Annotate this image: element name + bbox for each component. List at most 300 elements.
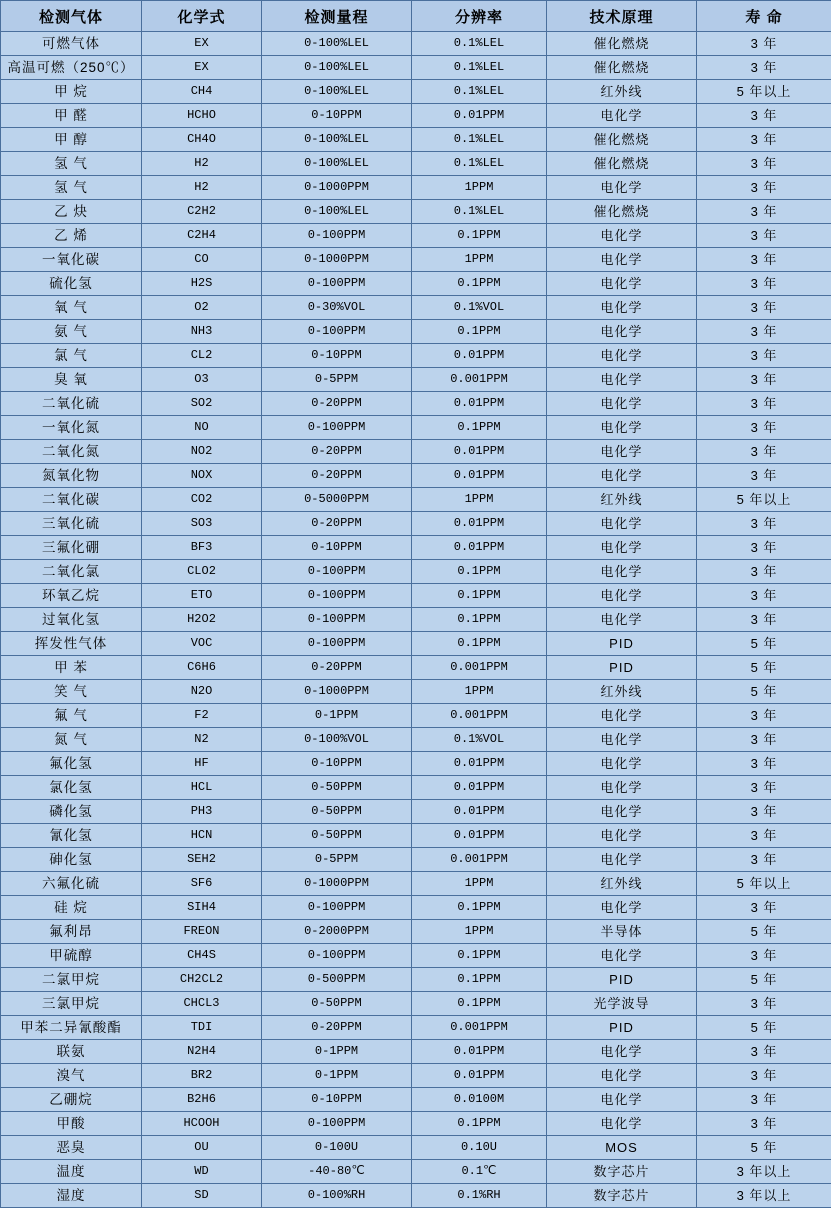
cell-resolution: 0.1PPM (412, 416, 547, 440)
cell-technology: 光学波导 (547, 992, 697, 1016)
table-row (1, 536, 831, 560)
cell-range: 0-20PPM (262, 512, 412, 536)
cell-range: 0-20PPM (262, 392, 412, 416)
cell-formula: TDI (142, 1016, 262, 1040)
cell-technology: 电化学 (547, 512, 697, 536)
cell-resolution: 0.1PPM (412, 1112, 547, 1136)
cell-technology: 数字芯片 (547, 1160, 697, 1184)
cell-range: 0-5PPM (262, 848, 412, 872)
cell-range: 0-1PPM (262, 1064, 412, 1088)
table-row (1, 1016, 831, 1040)
cell-formula: HF (142, 752, 262, 776)
cell-gas: 挥发性气体 (1, 632, 142, 656)
cell-formula: N2H4 (142, 1040, 262, 1064)
table-row (1, 1064, 831, 1088)
cell-range: 0-100PPM (262, 224, 412, 248)
cell-formula: CL2 (142, 344, 262, 368)
cell-range: 0-100%VOL (262, 728, 412, 752)
cell-gas: 温度 (1, 1160, 142, 1184)
cell-technology: MOS (547, 1136, 697, 1160)
cell-lifetime: 3 年 (697, 56, 831, 80)
cell-resolution: 0.01PPM (412, 752, 547, 776)
cell-technology: 电化学 (547, 320, 697, 344)
cell-gas: 磷化氢 (1, 800, 142, 824)
cell-lifetime: 3 年 (697, 896, 831, 920)
cell-technology: 电化学 (547, 752, 697, 776)
cell-resolution: 0.1%LEL (412, 80, 547, 104)
table-row (1, 1160, 831, 1184)
cell-technology: 电化学 (547, 464, 697, 488)
cell-resolution: 0.1PPM (412, 896, 547, 920)
cell-lifetime: 3 年 (697, 992, 831, 1016)
cell-resolution: 0.01PPM (412, 1064, 547, 1088)
cell-resolution: 0.01PPM (412, 1040, 547, 1064)
cell-gas: 六氟化硫 (1, 872, 142, 896)
table-header (1, 1, 831, 32)
cell-formula: WD (142, 1160, 262, 1184)
cell-technology: 电化学 (547, 1088, 697, 1112)
table-row (1, 176, 831, 200)
cell-formula: H2O2 (142, 608, 262, 632)
cell-gas: 三氟化硼 (1, 536, 142, 560)
cell-formula: CO (142, 248, 262, 272)
cell-resolution: 0.1%LEL (412, 32, 547, 56)
table-row (1, 776, 831, 800)
cell-range: 0-100PPM (262, 1112, 412, 1136)
cell-formula: EX (142, 56, 262, 80)
table-row (1, 392, 831, 416)
cell-technology: 半导体 (547, 920, 697, 944)
table-row (1, 56, 831, 80)
cell-technology: 电化学 (547, 440, 697, 464)
cell-gas: 氢 气 (1, 152, 142, 176)
table-row (1, 512, 831, 536)
cell-formula: SO2 (142, 392, 262, 416)
cell-range: 0-1000PPM (262, 248, 412, 272)
table-row (1, 488, 831, 512)
cell-range: 0-1PPM (262, 704, 412, 728)
cell-gas: 砷化氢 (1, 848, 142, 872)
cell-range: 0-100PPM (262, 560, 412, 584)
cell-formula: C2H2 (142, 200, 262, 224)
cell-technology: 电化学 (547, 368, 697, 392)
table-row (1, 824, 831, 848)
cell-range: 0-10PPM (262, 104, 412, 128)
cell-lifetime: 5 年 (697, 1136, 831, 1160)
cell-resolution: 0.1%LEL (412, 152, 547, 176)
cell-gas: 一氧化碳 (1, 248, 142, 272)
cell-formula: VOC (142, 632, 262, 656)
cell-formula: B2H6 (142, 1088, 262, 1112)
cell-gas: 氯 气 (1, 344, 142, 368)
table-row (1, 632, 831, 656)
cell-technology: 电化学 (547, 344, 697, 368)
cell-gas: 环氧乙烷 (1, 584, 142, 608)
cell-formula: SD (142, 1184, 262, 1208)
cell-resolution: 0.1PPM (412, 224, 547, 248)
cell-technology: 电化学 (547, 104, 697, 128)
cell-gas: 氢 气 (1, 176, 142, 200)
column-header-range: 检测量程 (262, 1, 412, 32)
cell-technology: 电化学 (547, 848, 697, 872)
cell-technology: 电化学 (547, 704, 697, 728)
cell-resolution: 0.01PPM (412, 392, 547, 416)
cell-formula: NOX (142, 464, 262, 488)
cell-range: 0-100%LEL (262, 200, 412, 224)
cell-range: 0-50PPM (262, 800, 412, 824)
cell-lifetime: 5 年 (697, 632, 831, 656)
cell-lifetime: 3 年 (697, 608, 831, 632)
cell-technology: 电化学 (547, 392, 697, 416)
cell-gas: 湿度 (1, 1184, 142, 1208)
cell-technology: 催化燃烧 (547, 32, 697, 56)
cell-resolution: 0.1%RH (412, 1184, 547, 1208)
cell-gas: 硫化氢 (1, 272, 142, 296)
cell-range: 0-10PPM (262, 752, 412, 776)
table-row (1, 560, 831, 584)
cell-range: 0-1000PPM (262, 680, 412, 704)
cell-resolution: 0.1%LEL (412, 200, 547, 224)
table-row (1, 1136, 831, 1160)
cell-resolution: 0.1PPM (412, 272, 547, 296)
cell-technology: PID (547, 632, 697, 656)
cell-technology: 数字芯片 (547, 1184, 697, 1208)
cell-technology: 电化学 (547, 584, 697, 608)
cell-lifetime: 3 年 (697, 416, 831, 440)
cell-gas: 甲 醇 (1, 128, 142, 152)
cell-resolution: 1PPM (412, 176, 547, 200)
cell-gas: 三氧化硫 (1, 512, 142, 536)
cell-lifetime: 3 年 (697, 344, 831, 368)
cell-technology: 红外线 (547, 872, 697, 896)
cell-gas: 溴气 (1, 1064, 142, 1088)
cell-range: 0-5000PPM (262, 488, 412, 512)
cell-resolution: 0.1PPM (412, 320, 547, 344)
cell-resolution: 1PPM (412, 488, 547, 512)
table-header-row (1, 1, 831, 32)
table-row (1, 680, 831, 704)
cell-gas: 氧 气 (1, 296, 142, 320)
cell-formula: HCOOH (142, 1112, 262, 1136)
cell-resolution: 0.01PPM (412, 536, 547, 560)
cell-range: 0-100PPM (262, 320, 412, 344)
cell-resolution: 0.10U (412, 1136, 547, 1160)
cell-gas: 二氧化碳 (1, 488, 142, 512)
table-row (1, 704, 831, 728)
cell-lifetime: 3 年 (697, 824, 831, 848)
cell-formula: CLO2 (142, 560, 262, 584)
cell-range: 0-20PPM (262, 440, 412, 464)
cell-gas: 可燃气体 (1, 32, 142, 56)
cell-technology: 电化学 (547, 176, 697, 200)
cell-formula: EX (142, 32, 262, 56)
cell-range: 0-1000PPM (262, 176, 412, 200)
table-row (1, 1040, 831, 1064)
cell-lifetime: 3 年 (697, 536, 831, 560)
table-row (1, 752, 831, 776)
cell-gas: 高温可燃（250℃） (1, 56, 142, 80)
cell-resolution: 0.01PPM (412, 800, 547, 824)
table-row (1, 1112, 831, 1136)
table-row (1, 128, 831, 152)
cell-gas: 甲 烷 (1, 80, 142, 104)
cell-formula: N2 (142, 728, 262, 752)
cell-formula: SIH4 (142, 896, 262, 920)
table-row (1, 848, 831, 872)
cell-technology: 电化学 (547, 272, 697, 296)
cell-range: -40-80℃ (262, 1160, 412, 1184)
table-row (1, 992, 831, 1016)
cell-lifetime: 3 年 (697, 848, 831, 872)
table-row (1, 416, 831, 440)
cell-formula: CO2 (142, 488, 262, 512)
table-row (1, 152, 831, 176)
cell-range: 0-100PPM (262, 272, 412, 296)
cell-gas: 氟化氢 (1, 752, 142, 776)
cell-lifetime: 3 年 (697, 704, 831, 728)
column-header-resolution: 分辨率 (412, 1, 547, 32)
cell-gas: 甲酸 (1, 1112, 142, 1136)
cell-formula: C2H4 (142, 224, 262, 248)
cell-technology: 电化学 (547, 896, 697, 920)
cell-technology: 电化学 (547, 608, 697, 632)
cell-gas: 乙硼烷 (1, 1088, 142, 1112)
cell-technology: 电化学 (547, 536, 697, 560)
cell-technology: 电化学 (547, 944, 697, 968)
cell-resolution: 0.001PPM (412, 704, 547, 728)
cell-gas: 甲硫醇 (1, 944, 142, 968)
cell-lifetime: 5 年 (697, 680, 831, 704)
cell-gas: 甲 苯 (1, 656, 142, 680)
table-row (1, 440, 831, 464)
cell-lifetime: 5 年 (697, 920, 831, 944)
cell-lifetime: 3 年 (697, 1064, 831, 1088)
cell-lifetime: 3 年 (697, 104, 831, 128)
cell-gas: 甲苯二异氰酸酯 (1, 1016, 142, 1040)
cell-formula: N2O (142, 680, 262, 704)
table-row (1, 968, 831, 992)
cell-technology: PID (547, 1016, 697, 1040)
cell-lifetime: 5 年以上 (697, 488, 831, 512)
cell-lifetime: 5 年 (697, 656, 831, 680)
cell-formula: CH4S (142, 944, 262, 968)
cell-lifetime: 3 年以上 (697, 1160, 831, 1184)
cell-technology: 电化学 (547, 224, 697, 248)
cell-resolution: 0.01PPM (412, 104, 547, 128)
cell-lifetime: 3 年 (697, 584, 831, 608)
table-row (1, 608, 831, 632)
cell-lifetime: 3 年 (697, 728, 831, 752)
cell-gas: 恶臭 (1, 1136, 142, 1160)
table-row (1, 248, 831, 272)
cell-resolution: 1PPM (412, 920, 547, 944)
cell-lifetime: 3 年 (697, 200, 831, 224)
cell-formula: H2 (142, 176, 262, 200)
cell-lifetime: 3 年以上 (697, 1184, 831, 1208)
cell-range: 0-100PPM (262, 632, 412, 656)
cell-gas: 氟利昂 (1, 920, 142, 944)
column-header-technology: 技术原理 (547, 1, 697, 32)
cell-gas: 氰化氢 (1, 824, 142, 848)
cell-resolution: 0.001PPM (412, 1016, 547, 1040)
cell-lifetime: 5 年以上 (697, 872, 831, 896)
cell-lifetime: 3 年 (697, 248, 831, 272)
cell-lifetime: 3 年 (697, 464, 831, 488)
cell-technology: 电化学 (547, 560, 697, 584)
cell-range: 0-500PPM (262, 968, 412, 992)
cell-gas: 联氨 (1, 1040, 142, 1064)
cell-technology: 催化燃烧 (547, 200, 697, 224)
cell-formula: NO (142, 416, 262, 440)
cell-gas: 硅 烷 (1, 896, 142, 920)
cell-range: 0-1000PPM (262, 872, 412, 896)
cell-resolution: 0.1PPM (412, 584, 547, 608)
table-row (1, 200, 831, 224)
cell-formula: PH3 (142, 800, 262, 824)
cell-lifetime: 3 年 (697, 800, 831, 824)
cell-formula: SO3 (142, 512, 262, 536)
cell-lifetime: 5 年 (697, 968, 831, 992)
cell-formula: O2 (142, 296, 262, 320)
table-row (1, 296, 831, 320)
cell-lifetime: 5 年 (697, 1016, 831, 1040)
cell-formula: NO2 (142, 440, 262, 464)
table-row (1, 80, 831, 104)
cell-technology: 催化燃烧 (547, 152, 697, 176)
table-row (1, 656, 831, 680)
cell-lifetime: 3 年 (697, 176, 831, 200)
cell-range: 0-30%VOL (262, 296, 412, 320)
cell-resolution: 0.1%VOL (412, 296, 547, 320)
table-row (1, 344, 831, 368)
table-row (1, 896, 831, 920)
cell-range: 0-100%LEL (262, 56, 412, 80)
table-row (1, 800, 831, 824)
cell-gas: 三氯甲烷 (1, 992, 142, 1016)
cell-lifetime: 3 年 (697, 32, 831, 56)
cell-technology: 电化学 (547, 248, 697, 272)
cell-gas: 二氯甲烷 (1, 968, 142, 992)
cell-technology: 催化燃烧 (547, 128, 697, 152)
cell-formula: CH4 (142, 80, 262, 104)
table-row (1, 272, 831, 296)
cell-range: 0-100PPM (262, 608, 412, 632)
table-row (1, 872, 831, 896)
cell-range: 0-50PPM (262, 824, 412, 848)
table-row (1, 920, 831, 944)
cell-range: 0-10PPM (262, 1088, 412, 1112)
cell-technology: 红外线 (547, 80, 697, 104)
column-header-formula: 化学式 (142, 1, 262, 32)
cell-range: 0-1PPM (262, 1040, 412, 1064)
cell-resolution: 0.1PPM (412, 944, 547, 968)
cell-lifetime: 3 年 (697, 560, 831, 584)
cell-technology: 电化学 (547, 1064, 697, 1088)
cell-lifetime: 3 年 (697, 128, 831, 152)
cell-resolution: 0.01PPM (412, 824, 547, 848)
cell-gas: 笑 气 (1, 680, 142, 704)
cell-gas: 乙 炔 (1, 200, 142, 224)
cell-range: 0-10PPM (262, 536, 412, 560)
cell-range: 0-100%RH (262, 1184, 412, 1208)
cell-gas: 乙 烯 (1, 224, 142, 248)
cell-lifetime: 3 年 (697, 152, 831, 176)
cell-formula: CH4O (142, 128, 262, 152)
cell-resolution: 0.001PPM (412, 848, 547, 872)
cell-lifetime: 3 年 (697, 392, 831, 416)
cell-gas: 过氧化氢 (1, 608, 142, 632)
cell-resolution: 0.1PPM (412, 992, 547, 1016)
cell-formula: H2 (142, 152, 262, 176)
cell-range: 0-2000PPM (262, 920, 412, 944)
cell-technology: 电化学 (547, 800, 697, 824)
cell-resolution: 1PPM (412, 248, 547, 272)
cell-range: 0-100PPM (262, 896, 412, 920)
cell-technology: 红外线 (547, 680, 697, 704)
cell-lifetime: 3 年 (697, 944, 831, 968)
cell-lifetime: 3 年 (697, 1040, 831, 1064)
cell-lifetime: 3 年 (697, 512, 831, 536)
cell-formula: SEH2 (142, 848, 262, 872)
column-header-lifetime: 寿 命 (697, 1, 831, 32)
cell-formula: H2S (142, 272, 262, 296)
cell-lifetime: 3 年 (697, 1088, 831, 1112)
cell-resolution: 0.01PPM (412, 776, 547, 800)
cell-range: 0-100PPM (262, 944, 412, 968)
cell-formula: HCN (142, 824, 262, 848)
cell-formula: HCHO (142, 104, 262, 128)
cell-lifetime: 3 年 (697, 440, 831, 464)
cell-range: 0-50PPM (262, 776, 412, 800)
cell-formula: CH2CL2 (142, 968, 262, 992)
cell-technology: 电化学 (547, 1040, 697, 1064)
table-row (1, 104, 831, 128)
cell-gas: 臭 氧 (1, 368, 142, 392)
cell-formula: C6H6 (142, 656, 262, 680)
cell-gas: 氟 气 (1, 704, 142, 728)
cell-resolution: 0.1PPM (412, 560, 547, 584)
table-row (1, 464, 831, 488)
cell-technology: 电化学 (547, 1112, 697, 1136)
cell-gas: 甲 醛 (1, 104, 142, 128)
cell-lifetime: 3 年 (697, 320, 831, 344)
cell-lifetime: 3 年 (697, 368, 831, 392)
cell-formula: OU (142, 1136, 262, 1160)
cell-lifetime: 3 年 (697, 776, 831, 800)
table-row (1, 368, 831, 392)
cell-range: 0-100U (262, 1136, 412, 1160)
cell-gas: 氮氧化物 (1, 464, 142, 488)
cell-resolution: 0.01PPM (412, 512, 547, 536)
cell-resolution: 1PPM (412, 680, 547, 704)
table-row (1, 224, 831, 248)
cell-resolution: 0.001PPM (412, 656, 547, 680)
column-header-gas: 检测气体 (1, 1, 142, 32)
cell-lifetime: 3 年 (697, 752, 831, 776)
cell-range: 0-100%LEL (262, 80, 412, 104)
cell-resolution: 0.1%VOL (412, 728, 547, 752)
cell-resolution: 0.1PPM (412, 968, 547, 992)
cell-technology: 电化学 (547, 296, 697, 320)
cell-range: 0-10PPM (262, 344, 412, 368)
table-body (1, 32, 831, 1208)
cell-resolution: 0.001PPM (412, 368, 547, 392)
cell-gas: 二氧化氯 (1, 560, 142, 584)
cell-technology: 电化学 (547, 776, 697, 800)
cell-range: 0-100%LEL (262, 152, 412, 176)
cell-resolution: 1PPM (412, 872, 547, 896)
cell-range: 0-20PPM (262, 656, 412, 680)
